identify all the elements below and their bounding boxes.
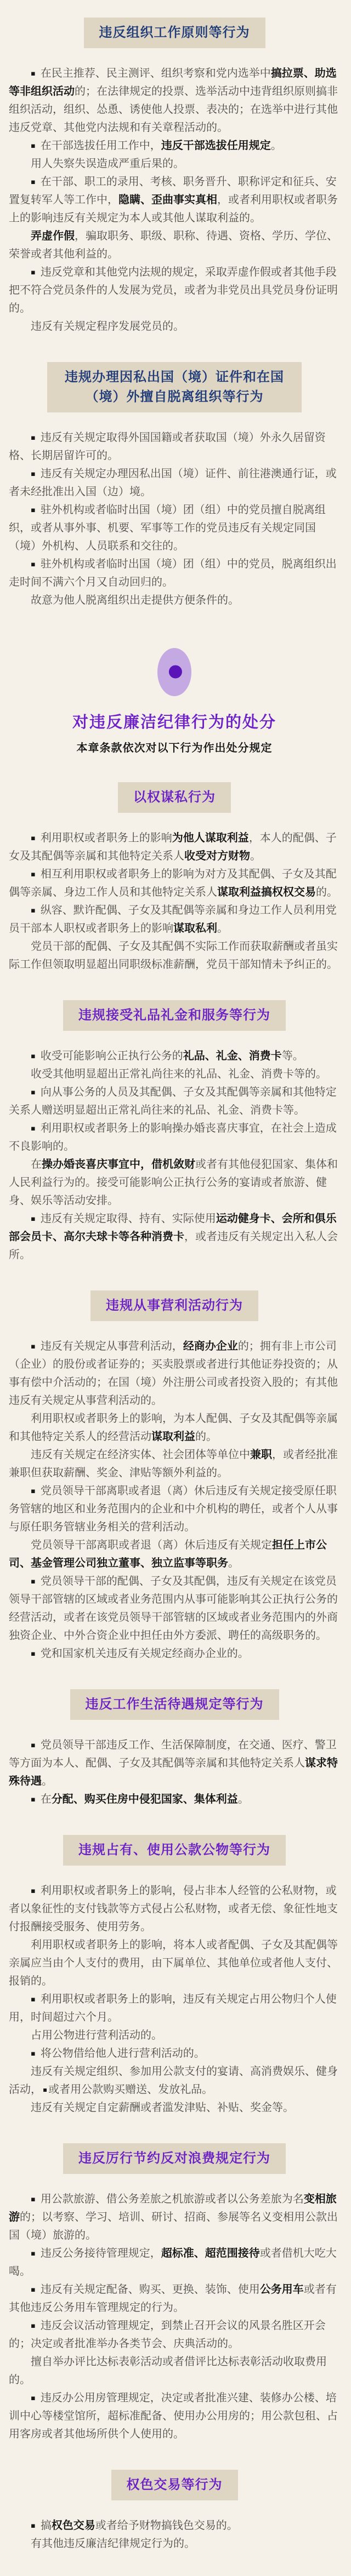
bullet-icon: ▪ xyxy=(31,560,36,569)
body-text: 等。 xyxy=(281,1050,304,1062)
section-header xyxy=(70,1689,279,1720)
body-text: 将公物借给他人进行营利活动的。 xyxy=(40,2047,205,2059)
body-text: 或者有其他违反公务用车管理规定的行为。 xyxy=(9,2284,337,2314)
paragraph xyxy=(9,2045,340,2063)
paragraph xyxy=(9,1156,340,1210)
paragraph xyxy=(9,263,340,318)
bullet-icon: ▪ xyxy=(31,2250,36,2258)
bullet-icon: ▪ xyxy=(31,1995,36,2004)
body-text: 收受其他明显超出正常礼尚往来的礼品、礼金、消费卡等的。 xyxy=(31,1068,327,1080)
paragraph xyxy=(9,1936,340,1990)
bullet-icon: ▪ xyxy=(31,506,36,514)
bullet-icon: ▪ xyxy=(31,907,36,915)
body-text: 收受可能影响公正执行公务的 xyxy=(40,1050,183,1062)
section-header-label: 违规从事营利活动行为 xyxy=(106,1299,243,1313)
section-header xyxy=(111,2470,238,2500)
body-text: 的；拥有非上市公司（企业）的股份或者证券的；买卖股票或者进行其他证券投资的；从事有偿中介活动的；在国（境）外注册公司或者投资入股的；有其他违反有关规定从事营利活动的。 xyxy=(9,1340,338,1407)
body-text: 违反办公用房管理规定，决定或者批准兴建、装修办公楼、培训中心等楼堂馆所，超标准配备、使用办公用房的；用公款包租、占用客房或者其他场所供个人使用的。 xyxy=(9,2392,338,2440)
inline-bullet-icon: ▪ xyxy=(43,2086,48,2093)
body-text: 占用公物进行营利活动的。 xyxy=(31,2029,162,2041)
paragraph xyxy=(9,227,340,263)
paragraph xyxy=(9,173,340,227)
paragraph xyxy=(9,1410,340,1446)
body-text: 。 xyxy=(42,1775,53,1787)
body-text: 故意为他人脱离组织出走提供方便条件的。 xyxy=(31,594,239,606)
body-text: 用人失察失误造成严重后果的。 xyxy=(31,158,184,170)
section-header-label: 违反厉行节约反对浪费规定行为 xyxy=(78,2152,270,2166)
bullet-icon: ▪ xyxy=(31,2195,36,2204)
bullet-icon: ▪ xyxy=(31,2394,36,2402)
body-text: 党员领导干部离职或者退（离）休后违反有关规定接受原任职务管辖的地区和业务范围内的企业和中介机构的聘任，或者个人从事与原任职务管辖业务相关的营利活动。 xyxy=(9,1485,338,1533)
emphasis-text: 弄虚作假 xyxy=(31,230,75,242)
body-text: ，本人的配偶、子女及其配偶等亲属和其他特定关系人 xyxy=(9,832,337,862)
bullet-icon: ▪ xyxy=(31,1741,36,1749)
body-text: 或者借机大吃大喝。 xyxy=(9,2247,337,2277)
body-text: 违反有关规定取得、持有、实际使用 xyxy=(40,1213,216,1225)
body-text: 的；在法律规定的投票、选举活动中违背组织原则搞非组织活动，组织、怂恿、诱使他人投票、表决的；在选举中进行其他违反党章、其他党内法规和有关章程活动的。 xyxy=(9,85,338,134)
body-text: 在干部选拔任用工作中， xyxy=(40,140,161,152)
body-text: 或者有其他侵犯国家、集体和人民利益行为的。接受可能影响公正执行公务的宴请或者旅游、健身、娱乐等活动安排。 xyxy=(9,1158,338,1207)
paragraph xyxy=(9,2099,340,2117)
body-text: 违反有关规定组织、参加用公款支付的宴请、高消费娱乐、健身活动， xyxy=(9,2066,338,2096)
paragraph xyxy=(9,65,340,137)
bullet-icon: ▪ xyxy=(31,834,36,842)
section-header xyxy=(63,1000,286,1031)
body-text: 党员领导干部违反工作、生活保障制度，在交通、医疗、警卫等方面为本人、配偶、子女及其配偶等亲属和其他特定关系人 xyxy=(9,1739,337,1769)
paragraph xyxy=(9,501,340,555)
body-text: 用公款旅游、借公务差旅之机旅游或者以公务差旅为名 xyxy=(40,2193,304,2205)
bullet-icon: ▪ xyxy=(31,268,36,277)
paragraph xyxy=(9,1120,340,1156)
bullet-icon: ▪ xyxy=(31,1487,36,1495)
emphasis-text: 谋取利益搞权权交易 xyxy=(217,886,316,898)
body-text: 向从事公务的人员及其配偶、子女及其配偶等亲属和其他特定关系人赠送明显超出正常礼尚往来的礼品、礼金、消费卡等。 xyxy=(9,1086,337,1116)
emphasis-text: 兼职 xyxy=(250,1449,272,1461)
bullet-icon: ▪ xyxy=(31,178,36,186)
emphasis-text: 运动健身卡、会所和俱乐部会员卡、高尔夫球卡等各种消费卡 xyxy=(9,1213,337,1243)
paragraph xyxy=(9,1882,340,1936)
paragraph xyxy=(9,1482,340,1536)
body-text: 。 xyxy=(270,140,282,152)
emphasis-text: 谋取利益 xyxy=(151,1431,195,1443)
body-text: 违反有关规定程序发展党员的。 xyxy=(31,320,184,332)
body-text: 。 xyxy=(217,922,228,934)
body-text: 或者用公款购买赠送、发放礼品。 xyxy=(48,2084,213,2096)
body-text: 相互利用职权或者职务上的影响为对方及其配偶、子女及其配偶等亲属、身边工作人员和其他特定关系人 xyxy=(9,868,337,898)
bullet-icon: ▪ xyxy=(31,142,36,150)
divider-ellipse-icon xyxy=(157,648,191,696)
emphasis-text: 担任上市公司、基金管理公司独立董事、独立监事等职务 xyxy=(9,1539,327,1569)
paragraph xyxy=(9,1446,340,1482)
chapter-title: 对违反廉洁纪律行为的处分 xyxy=(72,714,276,731)
body-text: 利用职权或者职务上的影响，违反有关规定占用公物归个人使用，时间超过六个月。 xyxy=(9,1993,337,2023)
body-text: 利用职权或者职务上的影响，为本人配偶、子女及其配偶等亲属和其他特定关系人的经营活动 xyxy=(9,1413,338,1443)
body-text: 在 xyxy=(31,1158,42,1171)
body-text: 违反有关规定在经济实体、社会团体等单位中 xyxy=(31,1449,250,1461)
bullet-icon: ▪ xyxy=(31,1342,36,1351)
body-text: 。 xyxy=(228,1557,239,1569)
paragraph xyxy=(9,1573,340,1645)
body-text: 的。 xyxy=(316,886,338,898)
body-text: 党员领导干部的配偶、子女及其配偶，违反有关规定在该党员领导干部管辖的区域或者业务范围内从事可能影响其公正执行公务的经营活动，或者在该党员领导干部管辖的区域或者业务范围内的外商独资企业、中外合资企业中担任由外方委派、聘任的高级职务的。 xyxy=(9,1575,338,1642)
emphasis-text: 经商办企业 xyxy=(183,1340,238,1352)
emphasis-text: 权色交易 xyxy=(51,2520,95,2532)
section-header xyxy=(63,1835,286,1866)
paragraph xyxy=(9,2190,340,2245)
paragraph xyxy=(9,1047,340,1065)
body-text: 党员领导干部离职或者退（离）休后违反有关规定 xyxy=(31,1539,272,1551)
paragraph xyxy=(9,1990,340,2027)
paragraph xyxy=(9,429,340,465)
bullet-icon: ▪ xyxy=(31,470,36,478)
paragraph xyxy=(9,902,340,938)
emphasis-text: 收受对方财物 xyxy=(184,850,250,862)
bullet-icon: ▪ xyxy=(31,1887,36,1895)
body-text: 的；以考察、学习、培训、研讨、招商、参展等名义变相用公款出国（境）旅游的。 xyxy=(9,2211,338,2241)
emphasis-text: 变相旅游 xyxy=(9,2193,337,2223)
paragraph xyxy=(9,2027,340,2045)
paragraph xyxy=(9,137,340,155)
bullet-icon: ▪ xyxy=(31,1052,36,1060)
emphasis-text: 操办婚丧喜庆事宜中，借机敛财 xyxy=(42,1158,195,1171)
body-text: 违反会议活动管理规定，到禁止召开会议的风景名胜区开会的；决定或者批准举办各类节会、庆典活动的。 xyxy=(9,2320,326,2350)
body-text: 利用职权或者职务上的影响，将本人或者配偶、子女及其配偶等亲属应当由个人支付的费用，由下属单位、其他单位或者他人支付、报销的。 xyxy=(9,1939,338,1987)
emphasis-text: 违反干部选拔任用规定 xyxy=(161,140,271,152)
paragraph xyxy=(9,318,340,336)
paragraph xyxy=(9,865,340,902)
bullet-icon: ▪ xyxy=(31,1650,36,1658)
bullet-icon: ▪ xyxy=(31,2322,36,2330)
emphasis-text: 为他人谋取利益 xyxy=(172,832,249,844)
paragraph xyxy=(9,465,340,501)
paragraph xyxy=(9,938,340,974)
paragraph xyxy=(9,2389,340,2443)
paragraph xyxy=(9,2517,340,2535)
bullet-icon: ▪ xyxy=(31,2050,36,2058)
emphasis-text: 超标准、超范围接待 xyxy=(161,2247,260,2259)
paragraph xyxy=(9,1210,340,1264)
emphasis-text: 谋求特殊待遇 xyxy=(9,1757,338,1787)
section-header-label: 权色交易等行为 xyxy=(126,2478,223,2492)
section-header xyxy=(118,782,231,813)
paragraph xyxy=(9,592,340,610)
body-text: 在 xyxy=(40,1793,52,1805)
bullet-icon: ▪ xyxy=(31,2286,36,2294)
paragraph xyxy=(9,1338,340,1410)
body-text: 利用职权或者职务上的影响 xyxy=(40,832,172,844)
section-header xyxy=(47,362,302,412)
body-text: 利用职权或者职务上的影响，侵占非本人经管的公私财物，或者以象征性的支付钱款等方式侵占公私财物，或者无偿、象征性地支付报酬接受服务、使用劳务。 xyxy=(9,1885,338,1933)
section-header-label: 违反组织工作原则等行为 xyxy=(99,26,250,40)
section-header-label: 以权谋私行为 xyxy=(133,790,216,805)
bullet-icon: ▪ xyxy=(31,2522,36,2530)
emphasis-text: 分配、购买住房中侵犯国家、集体利益 xyxy=(51,1793,238,1805)
body-text: ，骗取职务、职级、职称、待遇、资格、学历、学位、荣誉或者其他利益的。 xyxy=(9,230,338,260)
emphasis-text: 礼品、礼金、消费卡 xyxy=(183,1050,282,1062)
paragraph xyxy=(9,2063,340,2099)
emphasis-text: 隐瞒、歪曲事实真相 xyxy=(118,194,217,206)
body-text: 违反有关规定取得外国国籍或者获取国（境）外永久居留资格、长期居留许可的。 xyxy=(9,432,326,462)
paragraph xyxy=(9,1791,340,1809)
paragraph xyxy=(9,2245,340,2281)
body-text: 驻外机构或者临时出国（境）团（组）中的党员，脱离组织出走时间不满六个月又自动回归的。 xyxy=(9,558,337,588)
section-header-label: 违规接受礼品礼金和服务等行为 xyxy=(78,1008,270,1023)
paragraph xyxy=(9,2353,340,2389)
section-header xyxy=(63,2143,286,2174)
bullet-icon: ▪ xyxy=(31,1215,36,1223)
section-header xyxy=(90,1290,258,1321)
bullet-icon: ▪ xyxy=(31,1577,36,1586)
bullet-icon: ▪ xyxy=(31,434,36,442)
paragraph xyxy=(9,155,340,173)
body-text: 有其他违反廉洁纪律规定行为的。 xyxy=(31,2538,195,2550)
body-text: ，或者经批准兼职但获取薪酬、奖金、津贴等额外利益的。 xyxy=(9,1449,338,1479)
paragraph xyxy=(9,1536,340,1573)
section-header-label: 违反工作生活待遇规定等行为 xyxy=(85,1697,264,1712)
body-text: 利用职权或者职务上的影响操办婚丧喜庆事宜，在社会上造成不良影响的。 xyxy=(9,1122,337,1152)
body-text: 违反党章和其他党内法规的规定，采取弄虚作假或者其他手段把不符合党员条件的人发展为党员，或者为非党员出具党员身份证明的。 xyxy=(9,266,338,314)
section-header xyxy=(84,18,265,48)
body-text: 或者给予财物搞钱色交易的。 xyxy=(95,2520,238,2532)
paragraph xyxy=(9,1645,340,1663)
body-text: 纵容、默许配偶、子女及其配偶等亲属和身边工作人员利用党员干部本人职权或者职务上的影响 xyxy=(9,904,337,934)
body-text: 党和国家机关违反有关规定经商办企业的。 xyxy=(40,1648,249,1660)
emphasis-text: 搞拉票、助选等非组织活动 xyxy=(9,67,337,97)
section-header-label: 违规占有、使用公款公物等行为 xyxy=(78,1843,270,1857)
body-text: 的。 xyxy=(195,1431,217,1443)
body-text: 违反有关规定从事营利活动， xyxy=(40,1340,183,1352)
body-text: ，或者违反有关规定出入私人会所。 xyxy=(9,1231,338,1261)
body-text: 违反公务接待管理规定， xyxy=(40,2247,161,2259)
chapter-subtitle: 本章条款依次对以下行为作出处分规定 xyxy=(76,742,273,754)
body-text: 驻外机构或者临时出国（境）团（组）中的党员擅自脱离组织，或者从事外事、机要、军事等工作的党员违反有关规定同国（境）外机构、人员联系和交往的。 xyxy=(9,504,326,552)
paragraph xyxy=(9,2535,340,2553)
body-text: 擅自举办评比达标表彰活动或者借评比达标表彰活动收取费用的。 xyxy=(9,2356,327,2386)
bullet-icon: ▪ xyxy=(31,1125,36,1133)
body-text: 在干部、职工的录用、考核、职务晋升、职称评定和征兵、安置复转军人等工作中， xyxy=(9,176,337,206)
paragraph xyxy=(9,2317,340,2353)
body-text: 违反有关规定办理因私出国（境）证件、前往港澳通行证，或者未经批准出入国（边）境。 xyxy=(9,468,337,498)
paragraph xyxy=(9,829,340,865)
paragraph xyxy=(9,1083,340,1120)
body-text: 违反有关规定配备、购买、更换、装饰、使用 xyxy=(40,2284,260,2296)
body-text: 搞 xyxy=(40,2520,52,2532)
body-text: 党员干部的配偶、子女及其配偶不实际工作而获取薪酬或者虽实际工作但领取明显超出同职级标准薪酬，党员干部知情未予纠正的。 xyxy=(9,940,338,971)
paragraph xyxy=(9,555,340,592)
bullet-icon: ▪ xyxy=(31,1088,36,1097)
paragraph xyxy=(9,2281,340,2317)
bullet-icon: ▪ xyxy=(31,70,36,78)
paragraph xyxy=(9,1736,340,1791)
divider-dot-icon xyxy=(169,665,182,679)
bullet-icon: ▪ xyxy=(31,870,36,879)
section-header-label: 违规办理因私出国（境）证件和在国（境）外擅自脱离组织等行为 xyxy=(65,370,284,404)
paragraph xyxy=(9,1065,340,1083)
body-text: 在民主推荐、民主测评、组织考察和党内选举中 xyxy=(40,67,271,79)
bullet-icon: ▪ xyxy=(31,1795,36,1804)
emphasis-text: 公务用车 xyxy=(259,2284,304,2296)
body-text: ，或者利用职权或者职务上的影响违反有关规定为本人或其他人谋取利益的。 xyxy=(9,194,338,224)
section-divider xyxy=(9,648,340,699)
emphasis-text: 谋取私利 xyxy=(173,922,217,934)
body-text: 。 xyxy=(237,1793,249,1805)
body-text: 违反有关规定自定薪酬或者滥发津贴、补贴、奖金等。 xyxy=(31,2102,294,2114)
body-text: 。 xyxy=(250,850,261,862)
